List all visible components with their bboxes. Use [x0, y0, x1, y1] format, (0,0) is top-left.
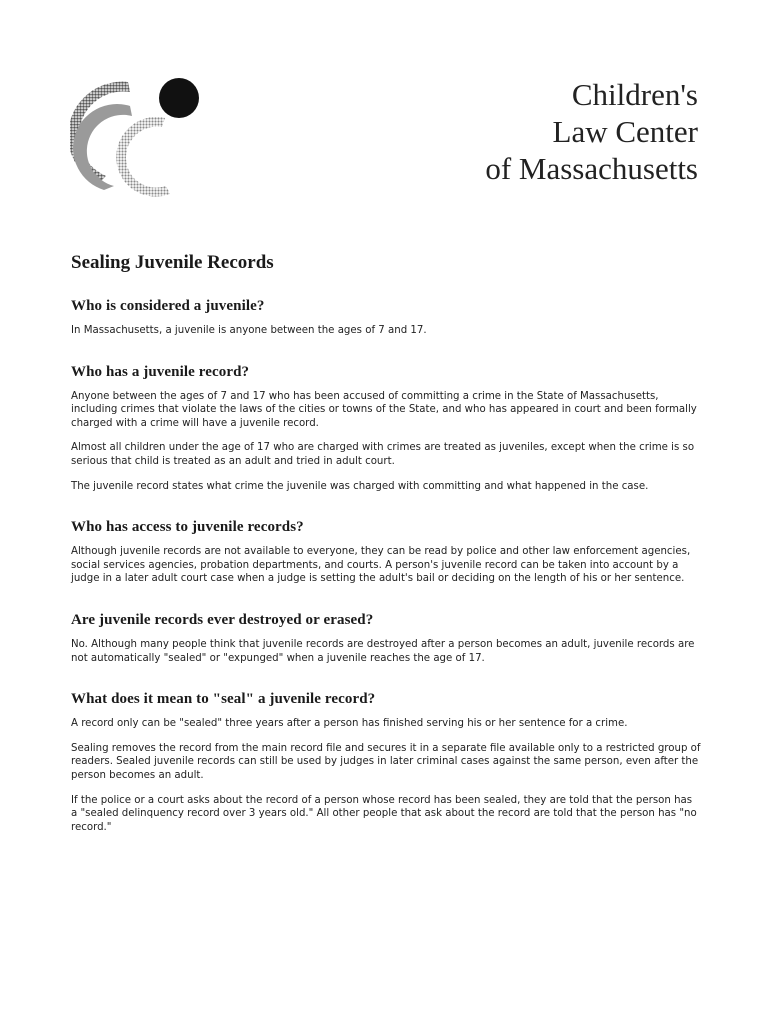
- paragraph: No. Although many people think that juvenile records are destroyed after a person becomes an adult, juvenile records are not automatically "sealed" or "expunged" when a juvenile reaches the age of 17.: [71, 638, 695, 664]
- paragraph: The juvenile record states what crime the juvenile was charged with committing and what happened in the case.: [71, 480, 649, 492]
- section-who-has-record: [71, 362, 701, 494]
- org-name-line-3: of Massachusetts: [485, 151, 698, 186]
- organization-name: [485, 76, 698, 187]
- org-name-line-2: Law Center: [552, 114, 698, 149]
- section-access: [71, 517, 701, 586]
- section-heading: Who has access to juvenile records?: [71, 519, 304, 536]
- paragraph: Almost all children under the age of 17 who are charged with crimes are treated as juveniles, except when the crime is so serious that child is treated as an adult and tried in adult court.: [71, 442, 695, 467]
- paragraph: Sealing removes the record from the main record file and secures it in a separate file available only to a restricted group of readers. Sealed juvenile records can still be used by judges in later criminal cases against the same person, even after the person becomes an adult.: [71, 742, 701, 781]
- paragraph: Anyone between the ages of 7 and 17 who has been accused of committing a crime in the State of Massachusetts, including crimes that violate the laws of the cities or towns of the State, and who has appeared in court and been formally charged with a crime will have a juvenile record.: [71, 390, 697, 429]
- organization-logo: [70, 72, 205, 197]
- section-heading: What does it mean to "seal" a juvenile record?: [71, 691, 376, 708]
- section-destroyed: [71, 610, 701, 665]
- paragraph: In Massachusetts, a juvenile is anyone between the ages of 7 and 17.: [71, 325, 427, 336]
- paragraph: A record only can be "sealed" three years after a person has finished serving his or her sentence for a crime.: [71, 718, 628, 730]
- section-seal-meaning: [71, 689, 701, 834]
- document-body: [71, 250, 701, 845]
- section-heading: Who is considered a juvenile?: [71, 298, 265, 314]
- org-name-line-1: Children's: [571, 77, 698, 112]
- section-who-is-juvenile: [71, 296, 701, 338]
- section-heading: Are juvenile records ever destroyed or erased?: [71, 611, 374, 628]
- paragraph: Although juvenile records are not available to everyone, they can be read by police and other law enforcement agencies, social services agencies, probation departments, and courts. A person's juvenile record can be taken into account by a judge in a later adult court case when a judge is setting the adult's bail or deciding on the length of his or her sentence.: [71, 546, 691, 585]
- section-heading: Who has a juvenile record?: [71, 363, 250, 380]
- paragraph: If the police or a court asks about the record of a person whose record has been sealed, they are told that the person has a "sealed delinquency record over 3 years old." All other people that ask about the record are told that the person has "no record.": [71, 794, 697, 833]
- document-title: Sealing Juvenile Records: [71, 252, 274, 273]
